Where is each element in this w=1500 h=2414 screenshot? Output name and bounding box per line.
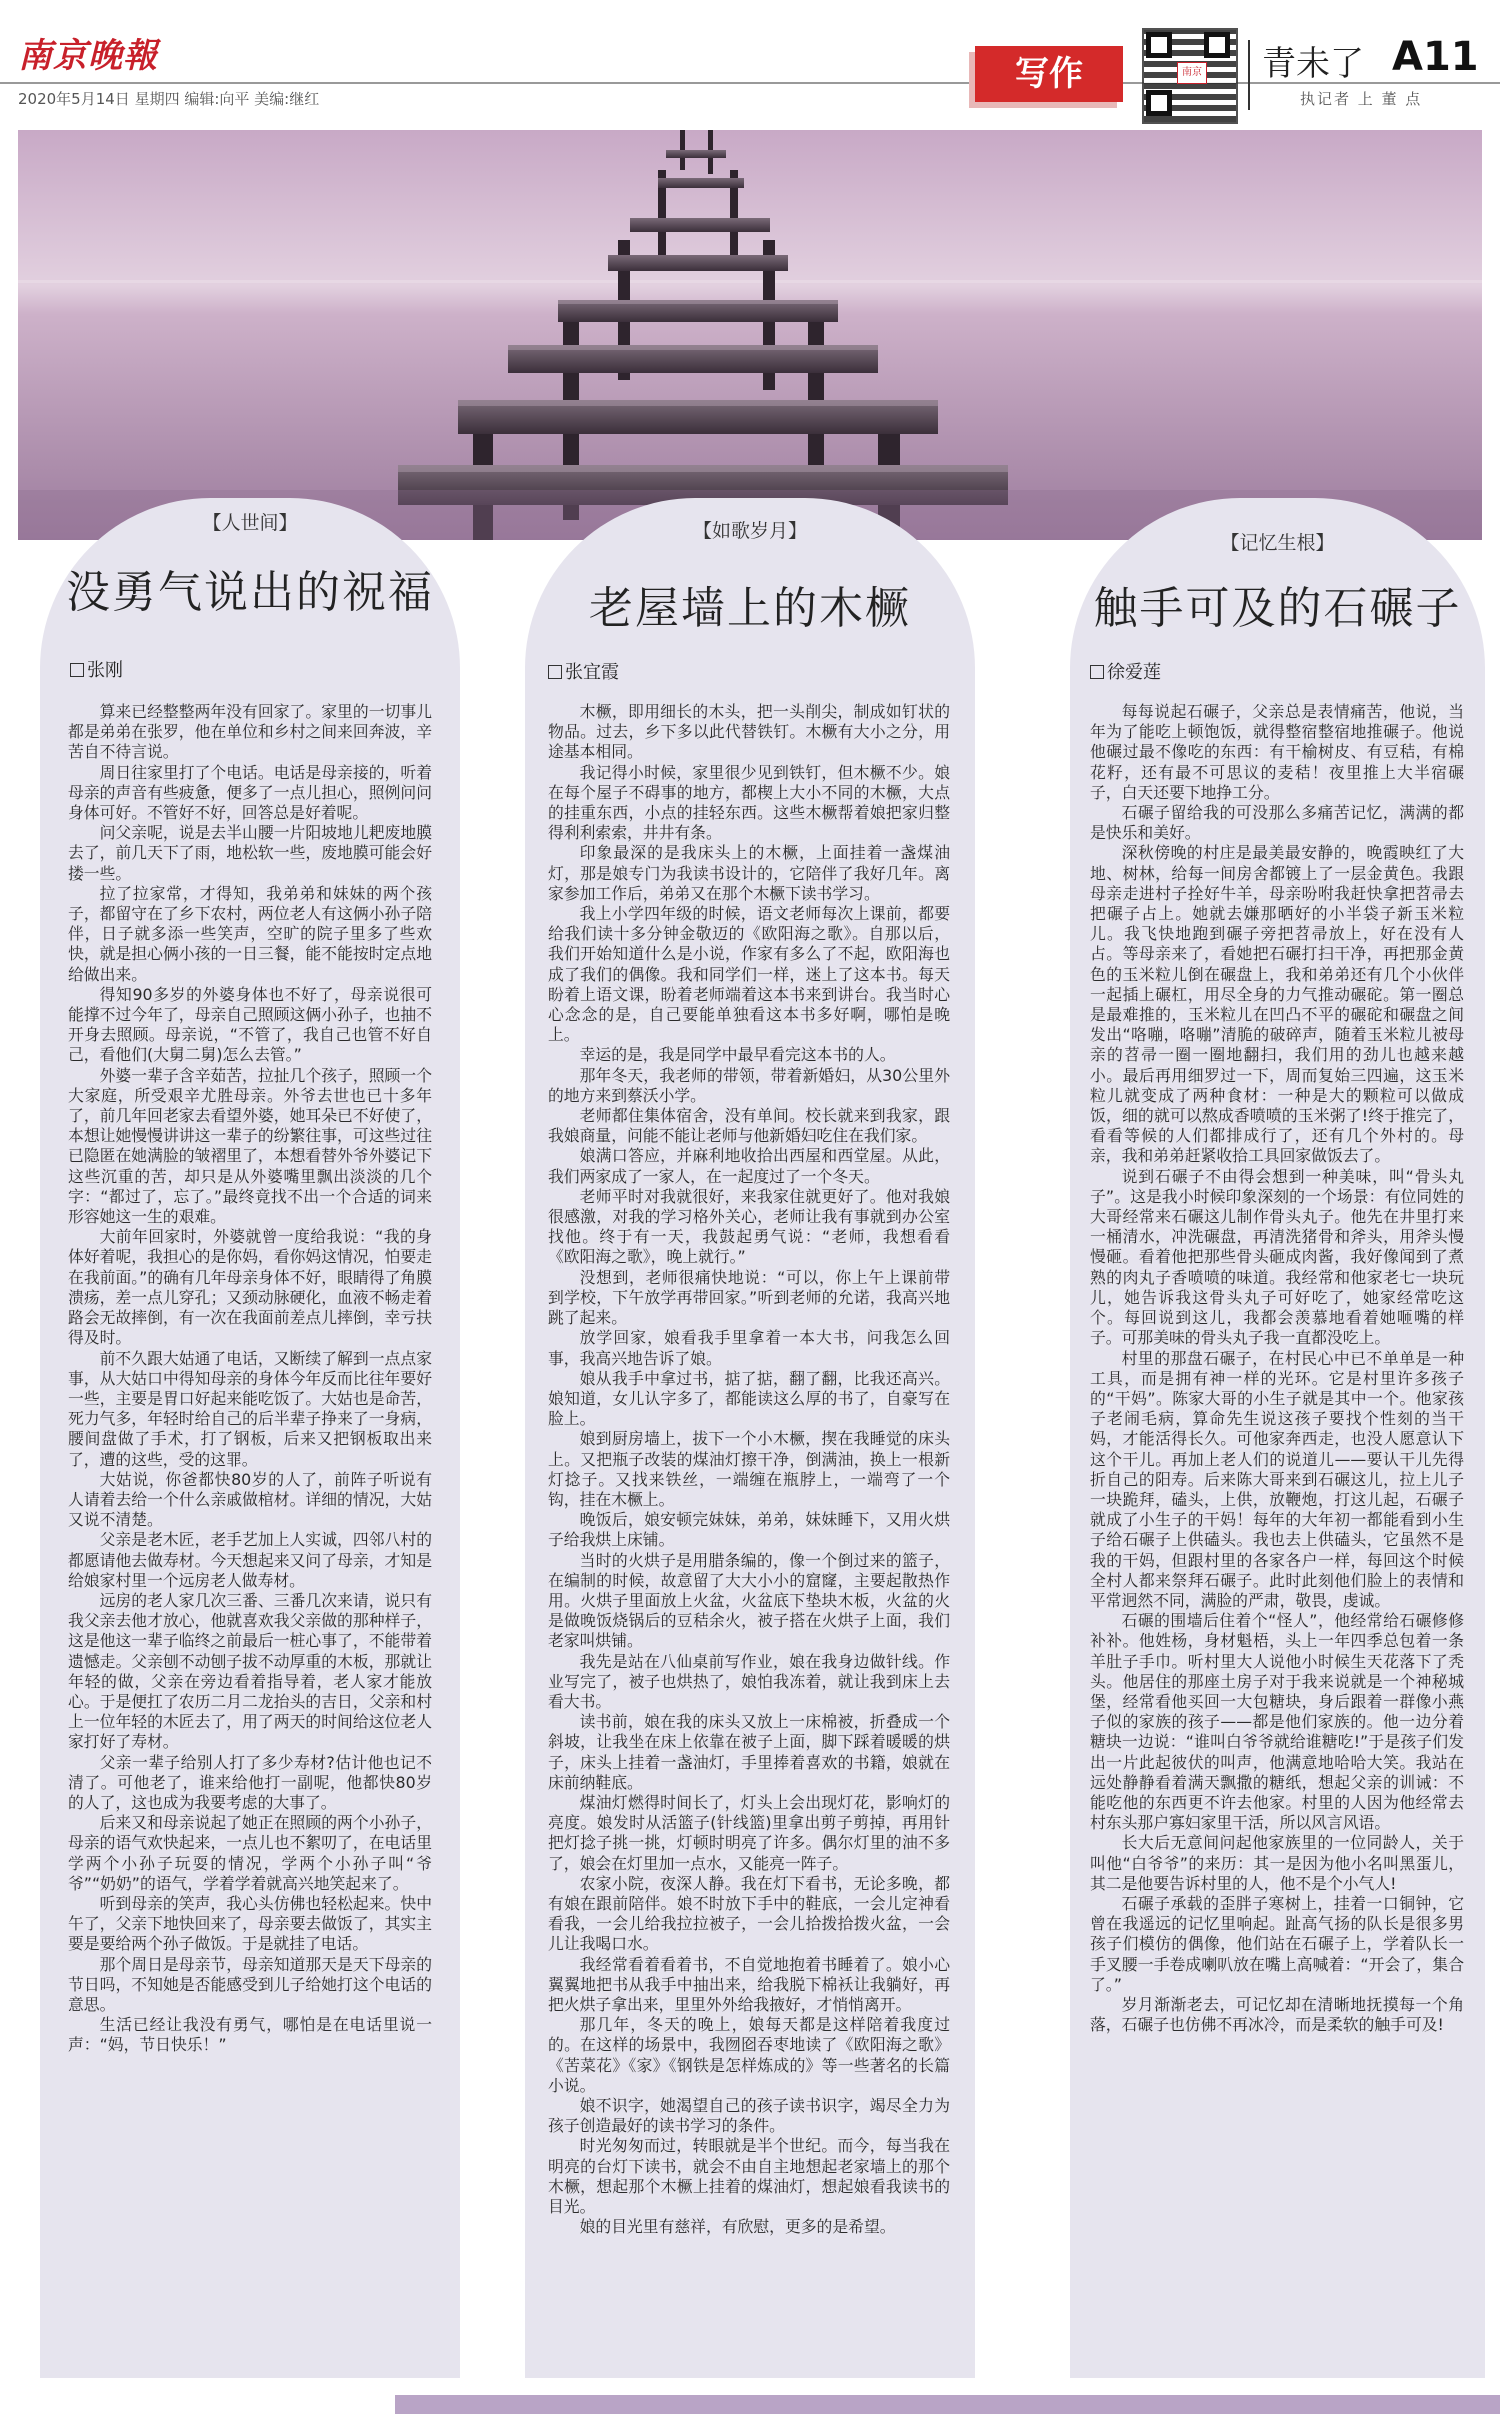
dateline: 2020年5月14日 星期四 编辑:向平 美编:继红	[18, 90, 320, 108]
article-paragraph: 那年冬天，我老师的带领，带着新婚妇，从30公里外的地方来到蔡沃小学。	[548, 1065, 950, 1105]
article-title: 没勇气说出的祝福	[66, 567, 434, 618]
article-paragraph: 老师平时对我就很好，来我家住就更好了。他对我娘很感激，对我的学习格外关心，老师让我有事就到办公室找他。终于有一天，我鼓起勇气说：“老师，我想看看《欧阳海之歌》，晚上就行。”	[548, 1186, 950, 1267]
article-paragraph: 父亲是老木匠，老手艺加上人实诚，四邻八村的都愿请他去做寿材。今天想起来又问了母亲，才知是给娘家村里一个远房老人做寿材。	[68, 1530, 432, 1590]
article-paragraph: 周日往家里打了个电话。电话是母亲接的，听着母亲的声音有些疲惫，便多了一点儿担心，照例问问身体可好。不管好不好，回答总是好着呢。	[68, 762, 432, 823]
article-paragraph: 前不久跟大姑通了电话，又断续了解到一点点家事，从大姑口中得知母亲的身体今年反而比往年要好一些，主要是胃口好起来能吃饭了。大姑也是命苦，死力气多，年轻时给自己的后半辈子挣来了一身病，腰间盘做了手术，打了钢板，后来又把钢板取出来了，遭的这些，受的这罪。	[68, 1348, 432, 1469]
article-paragraph: 娘不识字，她渴望自己的孩子读书识字，竭尽全力为孩子创造最好的读书学习的条件。	[548, 2096, 950, 2136]
article-paragraph: 远房的老人家几次三番、三番几次来请，说只有我父亲去他才放心，他就喜欢我父亲做的那种样子，这是他这一辈子临终之前最后一桩心事了，不能带着遗憾走。父亲刨不动刨子拔不动厚重的木板，那就让年轻的做，父亲在旁边看着指导着，老人家才能放心。于是便扛了农历二月二龙抬头的吉日，父亲和村上一位年轻的木匠去了，用了两天的时间给这位老人家打好了寿材。	[68, 1590, 432, 1752]
article-paragraph: 算来已经整整两年没有回家了。家里的一切事儿都是弟弟在张罗，他在单位和乡村之间来回奔波，辛苦自不待言说。	[68, 702, 432, 762]
article-paragraph: 那个周日是母亲节，母亲知道那天是天下母亲的节日吗，不知她是否能感受到儿子给她打这个电话的意思。	[68, 1954, 432, 2014]
article-paragraph: 放学回家，娘看我手里拿着一本大书，问我怎么回事，我高兴地告诉了娘。	[548, 1328, 950, 1368]
article-paragraph: 印象最深的是我床头上的木橛，上面挂着一盏煤油灯，那是娘专门为我读书设计的，它陪伴了我好几年。离家参加工作后，弟弟又在那个木橛下读书学习。	[548, 843, 950, 903]
article-author: 张宜霞	[548, 658, 619, 684]
pier-illustration	[18, 130, 1482, 540]
header-photo	[18, 130, 1482, 540]
page-credit: 执记者 上 董 点	[1300, 90, 1423, 108]
article-paragraph: 幸运的是，我是同学中最早看完这本书的人。	[579, 1045, 896, 1065]
article-category-tag: 【如歌岁月】	[692, 520, 807, 542]
article-category-tag: 【记忆生根】	[1220, 532, 1335, 554]
article-paragraph: 深秋傍晚的村庄是最美最安静的，晚霞映红了大地、树林，给每一间房舍都镀上了一层金黄色。我跟母亲走进村子拴好牛羊，母亲吩咐我赶快拿把苕帚去把碾子占上。她就去嫌那晒好的小半袋子新玉米粒儿。我飞快地跑到碾子旁把苕帚放上，好在没有人占。等母亲来了，看她把石碾打扫干净，再把那金黄色的玉米粒儿倒在碾盘上，我和弟弟还有几个小伙伴一起插上碾杠，用尽全身的力气推动碾砣。第一圈总是最难推的，玉米粒儿在凹凸不平的碾砣和碾盘之间发出“咯嘣，咯嘣”清脆的破碎声，随着玉米粒儿被母亲的苕帚一圈一圈地翻扫，我们用的劲儿也越来越小。最后再用细罗过一下，周而复始三四遍，这玉米粒儿就变成了两种食材：一种是大的颗粒可以做成饭，细的就可以熬成香喷喷的玉米粥了!终于推完了，看看等候的人们都排成行了，还有几个外村的。母亲，我和弟弟赶紧收拾工具回家做饭去了。	[1090, 843, 1464, 1166]
article-paragraph: 后来又和母亲说起了她正在照顾的两个小孙子，母亲的语气欢快起来，一点儿也不絮叨了，在电话里学两个小孙子玩耍的情况，学两个小孙子叫“爷爷”“奶奶”的语气，学着学着就高兴地笑起来了。	[68, 1813, 432, 1893]
article-author: 张刚	[70, 656, 123, 682]
article-paragraph: 村里的那盘石碾子，在村民心中已不单单是一种工具，而是拥有神一样的光环。它是村里许多孩子的“干妈”。陈家大哥的小生子就是其中一个。他家孩子老闹毛病，算命先生说这孩子要找个性刻的当干妈，才能活得长久。可他家奔西走，也没人愿意认下这个干儿。再加上老人们的说道儿——要认干儿先得折自己的阳寿。后来陈大哥来到石碾这儿，拉上儿子一块跪拜，磕头，上供，放鞭炮，打这儿起，石碾子就成了小生子的干妈！每年的大年初一都能看到小生子给石碾子上供磕头。我也去上供磕头，它虽然不是我的干妈，但跟村里的各家各户一样，每回这个时候全村人都来祭拜石碾子。此时此刻他们脸上的表情和平常迥然不同，满脸的严肃，敬畏，虔诚。	[1090, 1348, 1464, 1610]
article-paragraph: 煤油灯燃得时间长了，灯头上会出现灯花，影响灯的亮度。娘发时从活篮子(针线篮)里拿出剪子剪掉，再用针把灯捻子挑一挑，灯顿时明亮了许多。偶尔灯里的油不多了，娘会在灯里加一点水，又能亮一阵子。	[548, 1792, 950, 1873]
article-paragraph: 那几年，冬天的晚上，娘每天都是这样陪着我度过的。在这样的场景中，我囫囵吞枣地读了《欧阳海之歌》《苦菜花》《家》《钢铁是怎样炼成的》等一些著名的长篇小说。	[548, 2015, 950, 2095]
article-paragraph: 没想到，老师很痛快地说：“可以，你上午上课前带到学校，下午放学再带回家。”听到老师的允诺，我高兴地跳了起来。	[548, 1267, 950, 1328]
article-paragraph: 娘的目光里有慈祥，有欣慰，更多的是希望。	[579, 2217, 896, 2237]
article-paragraph: 读书前，娘在我的床头又放上一床棉被，折叠成一个斜坡，让我坐在床上依靠在被子上面，脚下踩着暖暖的烘子，床头上挂着一盏油灯，手里捧着喜欢的书籍，娘就在床前纳鞋底。	[548, 1712, 950, 1792]
article-title: 触手可及的石碾子	[1093, 583, 1462, 634]
article-paragraph: 外婆一辈子含辛茹苦，拉扯几个孩子，照顾一个大家庭，所受艰辛尤胜母亲。外爷去世也已十多年了，前几年回老家去看望外婆，她耳朵已不好使了，本想让她慢慢讲讲这一辈子的纷繁往事，可这些过往已隐匿在她满脸的皱褶里了，本想看替外爷外婆记下这些沉重的苦，却只是从外婆嘴里飘出淡淡的几个字：“都过了，忘了。”最终竟找不出一个合适的词来形容她这一生的艰难。	[68, 1065, 432, 1227]
article-paragraph: 听到母亲的笑声，我心头仿佛也轻松起来。快中午了，父亲下地快回来了，母亲要去做饭了，其实主要是要给两个孙子做饭。于是就挂了电话。	[68, 1893, 432, 1954]
article-paragraph: 长大后无意间问起他家族里的一位同龄人，关于叫他“白爷爷”的来历：其一是因为他小名叫黑蛋儿，其二是他要告诉村里的人，他不是个小气人!	[1090, 1833, 1464, 1893]
article-paragraph: 岁月渐渐老去，可记忆却在清晰地抚摸每一个角落，石碾子也仿佛不再冰冷，而是柔软的触手可及!	[1090, 1995, 1464, 2035]
article-paragraph: 我经常看着看着书，不自觉地抱着书睡着了。娘小心翼翼地把书从我手中抽出来，给我脱下棉袄让我躺好，再把火烘子拿出来，里里外外给我掖好，才悄悄离开。	[548, 1954, 950, 2014]
article-paragraph: 时光匆匆而过，转眼就是半个世纪。而今，每当我在明亮的台灯下读书，就会不由自主地想起老家墙上的那个木橛，想起那个木橛上挂着的煤油灯，想起娘看我读书的目光。	[548, 2136, 950, 2217]
article-paragraph: 问父亲呢，说是去半山腰一片阳坡地儿耙废地膜去了，前几天下了雨，地松软一些，废地膜可能会好搂一些。	[68, 823, 432, 883]
article-body	[68, 702, 432, 2056]
newspaper-masthead: 南京晚報	[18, 36, 158, 76]
section-tag: 写作	[975, 46, 1123, 102]
qr-finder-icon	[1204, 32, 1230, 58]
article-paragraph: 石碾子承载的歪胖子寒树上，挂着一口铜钟，它曾在我遥远的记忆里响起。趾高气扬的队长是很多男孩子们模仿的偶像，他们站在石碾子上，学着队长一手叉腰一手卷成喇叭放在嘴上高喊着：“开会了，集合了。”	[1090, 1893, 1464, 1994]
qr-finder-icon	[1146, 90, 1172, 116]
article-paragraph: 大前年回家时，外婆就曾一度给我说：“我的身体好着呢，我担心的是你妈，看你妈这情况，怕要走在我前面。”的确有几年母亲身体不好，眼睛得了角膜溃疡，差一点儿穿孔；又颈动脉硬化，血液不畅走着路会无故摔倒，有一次在我面前差点儿摔倒，幸亏扶得及时。	[68, 1227, 432, 1348]
article-paragraph: 当时的火烘子是用腊条编的，像一个倒过来的篮子，在编制的时候，故意留了大大小小的窟窿，主要起散热作用。火烘子里面放上火盆，火盆底下垫块木板，火盆的火是做晚饭烧锅后的豆秸余火，被子搭在火烘子上面，我们老家叫烘铺。	[548, 1550, 950, 1651]
article-paragraph: 晚饭后，娘安顿完妹妹，弟弟，妹妹睡下，又用火烘子给我烘上床铺。	[548, 1510, 950, 1550]
article-paragraph: 石碾的围墙后住着个“怪人”，他经常给石碾修修补补。他姓杨，身材魁梧，头上一年四季总包着一条羊肚子手巾。听村里大人说他小时候生天花落下了秃头。他居住的那座土房子对于我来说就是一个神秘城堡，经常看他买回一大包糖块，身后跟着一群像小燕子似的家族的孩子——都是他们家族的。他一边分着糖块一边说：“谁叫白爷爷就给谁糖吃!”于是孩子们发出一片此起彼伏的叫声，他满意地哈哈大笑。我站在远处静静看着满天飘撒的糖纸，想起父亲的训诫：不能吃他的东西更不许去他家。村里的人因为他经常去村东头那户寡妇家里干活，所以风言风语。	[1090, 1611, 1464, 1833]
article-title: 老屋墙上的木橛	[589, 583, 911, 634]
article-body	[548, 702, 950, 2237]
article-body	[1090, 702, 1464, 2035]
article-paragraph: 木橛，即用细长的木头，把一头削尖，制成如钉状的物品。过去，乡下多以此代替铁钉。木橛有大小之分，用途基本相同。	[548, 702, 950, 762]
article-paragraph: 父亲一辈子给别人打了多少寿材?估计他也记不清了。可他老了，谁来给他打一副呢，他都快80岁的人了，这也成为我要考虑的大事了。	[68, 1752, 432, 1812]
page-name: 青未了	[1262, 44, 1364, 84]
article-category-tag: 【人世间】	[202, 512, 298, 534]
page-number: A11	[1392, 34, 1479, 80]
article-author: 徐爱莲	[1090, 658, 1161, 684]
header-separator	[1248, 40, 1250, 110]
article-paragraph: 生活已经让我没有勇气，哪怕是在电话里说一声：“妈，节日快乐！”	[68, 2015, 432, 2055]
article-paragraph: 石碾子留给我的可没那么多痛苦记忆，满满的都是快乐和美好。	[1090, 803, 1464, 843]
footer-bar	[395, 2395, 1500, 2414]
article-paragraph: 每每说起石碾子，父亲总是表情痛苦，他说，当年为了能吃上顿饱饭，就得整宿整宿地推碾子。他说他碾过最不像吃的东西：有干榆树皮、有豆秸，有棉花籽，还有最不可思议的麦秸！夜里推上大半宿碾子，白天还要下地挣工分。	[1090, 702, 1464, 802]
article-paragraph: 我上小学四年级的时候，语文老师每次上课前，都要给我们读十多分钟金敬迈的《欧阳海之歌》。自那以后，我们开始知道什么是小说，作家有多么了不起，欧阳海也成了我们的偶像。我和同学们一样，迷上了这本书。每天盼着上语文课，盼着老师端着这本书来到讲台。我当时心心念念的是，自己要能单独看这本书多好啊，哪怕是晚上。	[548, 904, 950, 1045]
qr-finder-icon	[1146, 32, 1172, 58]
article-paragraph: 得知90多岁的外婆身体也不好了，母亲说很可能撑不过今年了，母亲自己照顾这俩小孙子，也抽不开身去照顾。母亲说，“不管了，我自己也管不好自己，看他们(大舅二舅)怎么去管。”	[68, 984, 432, 1065]
article-paragraph: 我先是站在八仙桌前写作业，娘在我身边做针线。作业写完了，被子也烘热了，娘怕我冻着，就让我到床上去看大书。	[548, 1651, 950, 1711]
article-paragraph: 娘到厨房墙上，拔下一个小木橛，揳在我睡觉的床头上。又把瓶子改装的煤油灯擦干净，倒满油，换上一根新灯捻子。又找来铁丝，一端缠在瓶脖上，一端弯了一个钩，挂在木橛上。	[548, 1429, 950, 1509]
article-paragraph: 娘从我手中拿过书，掂了掂，翻了翻，比我还高兴。娘知道，女儿认字多了，都能读这么厚的书了，自豪写在脸上。	[548, 1368, 950, 1429]
article-paragraph: 老师都住集体宿舍，没有单间。校长就来到我家，跟我娘商量，问能不能让老师与他新婚妇吃住在我们家。	[548, 1106, 950, 1146]
article-paragraph: 农家小院，夜深人静。我在灯下看书，无论多晚，都有娘在跟前陪伴。娘不时放下手中的鞋底，一会儿定神看看我，一会儿给我拉拉被子，一会儿拾拨拾拨火盆，一会儿让我喝口水。	[548, 1873, 950, 1954]
article-paragraph: 说到石碾子不由得会想到一种美味，叫“骨头丸子”。这是我小时候印象深刻的一个场景：有位同姓的大哥经常来石碾这儿制作骨头丸子。他先在井里打来一桶清水，冲洗碾盘，再清洗猪骨和斧头，用斧头慢慢砸。看着他把那些骨头砸成肉酱，我好像闻到了煮熟的肉丸子香喷喷的味道。我经常和他家老七一块玩儿，她告诉我这骨头丸子可好吃了，她家经常吃这个。每回说到这儿，我都会羡慕地看着她咂嘴的样子。可那美味的骨头丸子我一直都没吃上。	[1090, 1166, 1464, 1348]
article-paragraph: 大姑说，你爸都快80岁的人了，前阵子听说有人请着去给一个什么亲戚做棺材。详细的情况，大姑又说不清楚。	[68, 1469, 432, 1530]
qr-logo: 南京	[1177, 62, 1207, 84]
article-paragraph: 娘满口答应，并麻利地收拾出西屋和西堂屋。从此，我们两家成了一家人，在一起度过了一个冬天。	[548, 1146, 950, 1186]
article-paragraph: 拉了拉家常，才得知，我弟弟和妹妹的两个孩子，都留守在了乡下农村，两位老人有这俩小孙子陪伴，日子就多添一些笑声，空旷的院子里多了些欢快，就是担心俩小孩的一日三餐，能不能按时定点地给做出来。	[68, 883, 432, 984]
article-paragraph: 我记得小时候，家里很少见到铁钉，但木橛不少。娘在每个屋子不碍事的地方，都楔上大小不同的木橛，大点的挂重东西，小点的挂轻东西。这些木橛帮着娘把家归整得利利索索，井井有条。	[548, 762, 950, 843]
